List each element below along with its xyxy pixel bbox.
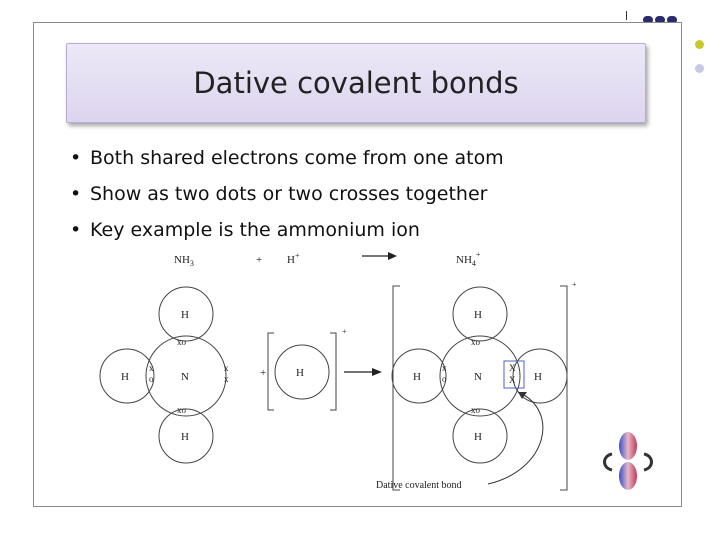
reaction-arrow-icon [362,252,397,260]
shared-pair-x: x [442,363,447,373]
atom-n: N [181,371,189,383]
dative-pair-x: X [509,363,516,373]
ion-charge: + [572,280,577,289]
atom-h: H [474,431,482,443]
atom-n: N [474,371,482,383]
atom-h: H [474,309,482,321]
orbital-logo-icon [600,430,660,492]
product-nh4: $NH_4^+$ [456,250,481,268]
shared-pair-o: o [149,374,154,384]
slide-title: Dative covalent bonds [193,66,519,100]
dative-bond-label: Dative covalent bond [376,480,462,491]
lone-pair-x: x [224,363,229,373]
atom-h: H [121,371,129,383]
bullet-text: Show as two dots or two crosses together [90,183,488,205]
atom-h: H [296,367,304,379]
atom-h: H [181,431,189,443]
reactant-h-plus: H+ [287,251,300,266]
ion-charge: + [342,327,347,336]
plus-sign: + [260,367,267,379]
shared-pair-xo: xo [471,337,480,347]
bullet-text: Key example is the ammonium ion [90,219,420,241]
bullet-item: • Key example is the ammonium ion [70,219,420,241]
shared-pair-xo: xo [471,405,480,415]
bullet-text: Both shared electrons come from one atom [90,147,504,169]
atom-h: H [534,371,542,383]
bullet-item: • Both shared electrons come from one atom [70,147,504,169]
lone-pair-x: x [224,374,229,384]
bullet-item: • Show as two dots or two crosses together [70,183,488,205]
shared-pair-x: x [149,363,154,373]
shared-pair-xo: xo [177,405,186,415]
dative-pair-x: X [509,375,516,385]
shared-pair-xo: xo [177,337,186,347]
atom-h: H [413,371,421,383]
atom-h: H [181,309,189,321]
equation-plus: + [256,254,263,266]
shared-pair-o: o [442,374,447,384]
nh3-molecule [100,287,226,463]
reaction-arrow-icon [344,368,382,376]
reactant-nh3: $NH_3$ [174,254,194,268]
dative-pointer [488,392,543,484]
